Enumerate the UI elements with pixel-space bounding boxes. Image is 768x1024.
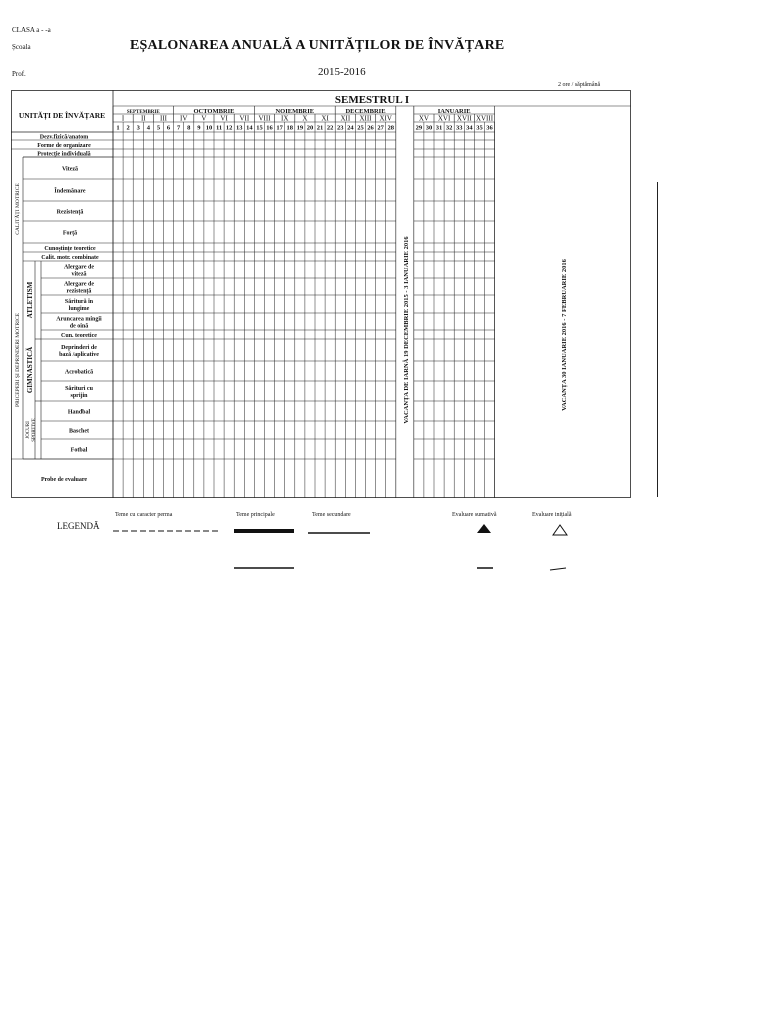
units-header: UNITĂȚI DE ÎNVĂȚARE <box>18 111 106 120</box>
week-number-7: 7 <box>177 124 181 132</box>
week-number-27: 27 <box>377 124 384 132</box>
week-number-12: 12 <box>225 124 233 132</box>
week-number-21: 21 <box>316 124 324 132</box>
month-octombrie: OCTOMBRIE <box>193 108 235 115</box>
teacher-label: Prof. <box>12 70 26 78</box>
row-atletism-1-label: Alergare de <box>63 281 95 288</box>
week-number-20: 20 <box>306 124 314 132</box>
week-number-4: 4 <box>146 124 150 132</box>
sub-atletism-label: ATLETISM <box>26 281 34 319</box>
legend-outline-triangle-icon <box>553 525 567 535</box>
roman-week-XVI: XVI <box>437 114 451 123</box>
roman-week-XII: XII <box>340 114 351 123</box>
month-noiembrie: NOIEMBRIE <box>275 108 315 115</box>
week-number-3: 3 <box>136 124 140 132</box>
week-number-2: 2 <box>126 124 130 132</box>
roman-week-XI: XI <box>321 114 329 123</box>
month-septembrie: SEPTEMBRIE <box>126 110 160 115</box>
week-number-6: 6 <box>166 124 171 132</box>
row-top-0-label: Dezv.fizică/anatom <box>39 134 89 141</box>
week-number-23: 23 <box>337 124 344 132</box>
sub-jocuri-label-2: SPORTIVE <box>32 418 37 442</box>
week-number-29: 29 <box>415 124 423 132</box>
roman-week-II: II <box>140 114 146 123</box>
week-number-34: 34 <box>466 124 473 132</box>
week-number-16: 16 <box>266 124 273 132</box>
row-jocuri-1-label: Baschet <box>69 428 89 435</box>
week-number-9: 9 <box>197 124 201 132</box>
legend-item-permanent: Teme cu caracter perma <box>115 512 173 518</box>
row-calitati-3-label: Forță <box>62 230 78 237</box>
row-calitati-5-label: Calit. motr. combinate <box>41 255 99 261</box>
school-label: Școala <box>12 43 31 51</box>
roman-week-VII: VII <box>239 114 250 123</box>
vacation-february-label: VACANȚA 30 IANUARIE 2016 - 7 FEBRUARIE 2016 <box>560 259 568 411</box>
row-atletism-4-label: Cun. teoretice <box>61 333 97 339</box>
row-top-2-label: Protecție individuală <box>37 151 91 158</box>
week-number-18: 18 <box>286 124 293 132</box>
week-number-33: 33 <box>456 124 463 132</box>
week-number-14: 14 <box>246 124 253 132</box>
week-number-28: 28 <box>387 124 394 132</box>
week-number-1: 1 <box>116 124 120 132</box>
legend-item-summative: Evaluare sumativă <box>452 512 497 518</box>
week-number-17: 17 <box>276 124 283 132</box>
roman-week-X: X <box>302 114 308 123</box>
group-calitati-label: CALITĂȚI MOTRICE <box>15 183 21 235</box>
roman-week-IV: IV <box>180 114 188 123</box>
row-atletism-0-label: Alergare de <box>63 264 95 271</box>
roman-week-I: I <box>121 114 125 123</box>
roman-week-V: V <box>201 114 207 123</box>
row-calitati-4-label: Cunoștințe teoretice <box>44 246 96 252</box>
week-number-24: 24 <box>347 124 354 132</box>
page-title: EȘALONAREA ANUALĂ A UNITĂȚILOR DE ÎNVĂȚARE <box>130 38 505 53</box>
row-jocuri-2-label: Fotbal <box>70 447 88 454</box>
week-number-19: 19 <box>296 124 304 132</box>
vacation-winter-label: VACANȚA DE IARNĂ 19 DECEMBRIE 2015 - 3 IANUARIE 2016 <box>402 236 410 424</box>
row-atletism-2-label: lungime <box>68 306 90 312</box>
row-calitati-2-label: Rezistență <box>56 209 84 216</box>
row-atletism-1-label: rezistență <box>66 288 92 295</box>
legend-title: LEGENDĂ <box>57 521 100 531</box>
roman-week-VIII: VIII <box>258 114 271 123</box>
roman-week-IX: IX <box>281 114 289 123</box>
row-calitati-0-label: Viteză <box>61 166 79 173</box>
row-gimnastica-2-label: Sărituri cu <box>65 386 93 392</box>
group-priceperi-label: PRICEPERI ȘI DEPRINDERI MOTRICE <box>15 313 21 407</box>
week-number-26: 26 <box>367 124 374 132</box>
roman-week-III: III <box>160 114 167 123</box>
week-number-10: 10 <box>205 124 213 132</box>
row-gimnastica-2-label: sprijin <box>70 393 88 399</box>
sub-jocuri-label-1: JOCURI <box>26 421 31 439</box>
roman-week-VI: VI <box>220 114 228 123</box>
roman-week-XIV: XIV <box>379 114 392 123</box>
row-atletism-3-label: Aruncarea mingii <box>56 316 102 323</box>
week-number-25: 25 <box>357 124 364 132</box>
roman-week-XV: XV <box>418 114 429 123</box>
week-number-15: 15 <box>256 124 263 132</box>
legend-item-principal: Teme principale <box>236 512 275 518</box>
school-year: 2015-2016 <box>318 66 366 78</box>
row-gimnastica-0-label: bază /aplicative <box>59 352 99 358</box>
month-decembrie: DECEMBRIE <box>345 108 386 115</box>
month-ianuarie: IANUARIE <box>437 108 471 115</box>
legend-item-secondary: Teme secundare <box>312 512 351 518</box>
week-number-8: 8 <box>187 124 191 132</box>
week-number-32: 32 <box>445 124 453 132</box>
week-number-30: 30 <box>425 124 433 132</box>
week-number-5: 5 <box>156 124 161 132</box>
legend-filled-triangle-icon <box>477 524 491 533</box>
week-number-11: 11 <box>215 124 223 132</box>
roman-week-XVII: XVII <box>456 114 472 123</box>
week-number-13: 13 <box>236 124 243 132</box>
row-atletism-0-label: viteză <box>71 271 87 278</box>
row-jocuri-0-label: Handbal <box>67 409 91 416</box>
row-atletism-3-label: de oină <box>69 323 89 330</box>
row-gimnastica-0-label: Deprinderi de <box>61 345 97 351</box>
row-atletism-2-label: Săritură în <box>64 299 94 305</box>
legend-item-initial: Evaluare inițială <box>532 512 572 518</box>
week-number-35: 35 <box>476 124 483 132</box>
roman-week-XIII: XIII <box>359 114 372 123</box>
week-number-36: 36 <box>486 124 493 132</box>
week-number-22: 22 <box>326 124 334 132</box>
hours-per-week: 2 ore / săptămână <box>558 82 601 88</box>
week-number-31: 31 <box>435 124 443 132</box>
row-calitati-1-label: Îndemânare <box>54 188 86 195</box>
roman-week-XVIII: XVIII <box>475 114 494 123</box>
row-gimnastica-1-label: Acrobatică <box>64 369 94 376</box>
sub-gimnastica-label: GIMNASTICĂ <box>26 346 34 394</box>
legend-line-2c <box>550 568 566 570</box>
row-probe-label: Probe de evaluare <box>40 477 88 483</box>
row-top-1-label: Forme de organizare <box>37 143 91 149</box>
semester-title: SEMESTRUL I <box>334 94 410 106</box>
class-label: CLASA a - -a <box>12 26 51 34</box>
